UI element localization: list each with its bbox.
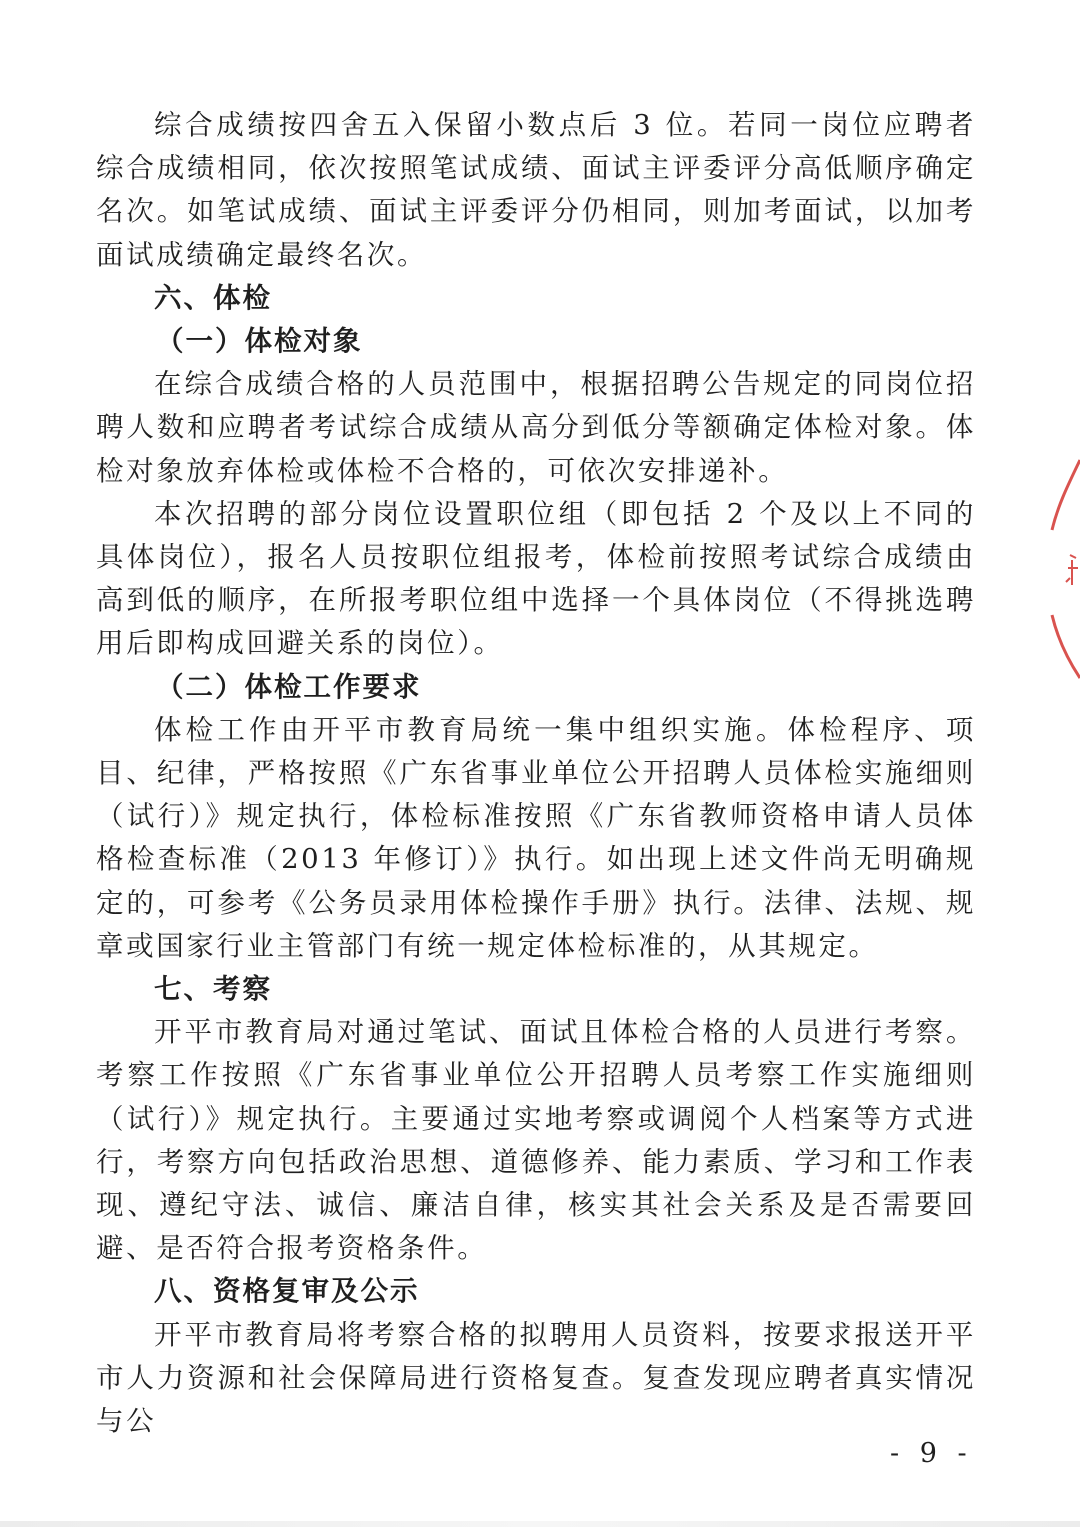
page-number: - 9 - [890,1438,973,1469]
paragraph-exam-requirements: 体检工作由开平市教育局统一集中组织实施。体检程序、项目、纪律，严格按照《广东省事业单位公开招聘人员体检实施细则（试行）》规定执行，体检标准按照《广东省教师资格申请人员体格检查标准（2013 年修订）》执行。如出现上述文件尚无明确规定的，可参考《公务员录用体检操作手册》执行。法律、法规、规章或国家行业主管部门有统一规定体检标准的，从其规定。 [96,713,976,962]
seal-arc-upper [1052,460,1080,530]
seal-arc-lower [1052,615,1080,678]
paragraph-exam-targets: 在综合成绩合格的人员范围中，根据招聘公告规定的同岗位招聘人数和应聘者考试综合成绩从高分到低分等额确定体检对象。体检对象放弃体检或体检不合格的，可依次安排递补。 [96,368,976,487]
heading-inspection: 七、考察 [154,973,272,1006]
paragraph-qualification-review: 开平市教育局将考察合格的拟聘用人员资料，按要求报送开平市人力资源和社会保障局进行资格复查。复查发现应聘者真实情况与公 [96,1318,976,1438]
paragraph-score-ranking: 综合成绩按四舍五入保留小数点后 3 位。若同一岗位应聘者综合成绩相同，依次按照笔试成绩、面试主评委评分高低顺序确定名次。如笔试成绩、面试主评委评分仍相同，则加考面试，以加考面试成绩确定最终名次。 [96,109,976,271]
subheading-exam-requirements: （二）体检工作要求 [156,670,422,703]
heading-physical-exam: 六、体检 [154,281,272,314]
paragraph-position-groups: 本次招聘的部分岗位设置职位组（即包括 2 个及以上不同的具体岗位），报名人员按职位组报考，体检前按照考试综合成绩由高到低的顺序，在所报考职位组中选择一个具体岗位（不得挑选聘用后即构成回避关系的岗位）。 [96,497,976,660]
heading-qualification-review: 八、资格复审及公示 [154,1275,420,1308]
subheading-exam-targets: （一）体检对象 [156,325,363,358]
scan-edge [0,1521,1080,1527]
paragraph-inspection: 开平市教育局对通过笔试、面试且体检合格的人员进行考察。考察工作按照《广东省事业单位公开招聘人员考察工作实施细则（试行）》规定执行。主要通过实地考察或调阅个人档案等方式进行，考察方向包括政治思想、道德修养、能力素质、学习和工作表现、遵纪守法、诚信、廉洁自律，核实其社会关系及是否需要回避、是否符合报考资格条件。 [96,1016,976,1265]
seal-character-fragment [1066,555,1078,585]
document-body [96,104,976,1443]
seal-stamp-fragment [1040,450,1080,680]
